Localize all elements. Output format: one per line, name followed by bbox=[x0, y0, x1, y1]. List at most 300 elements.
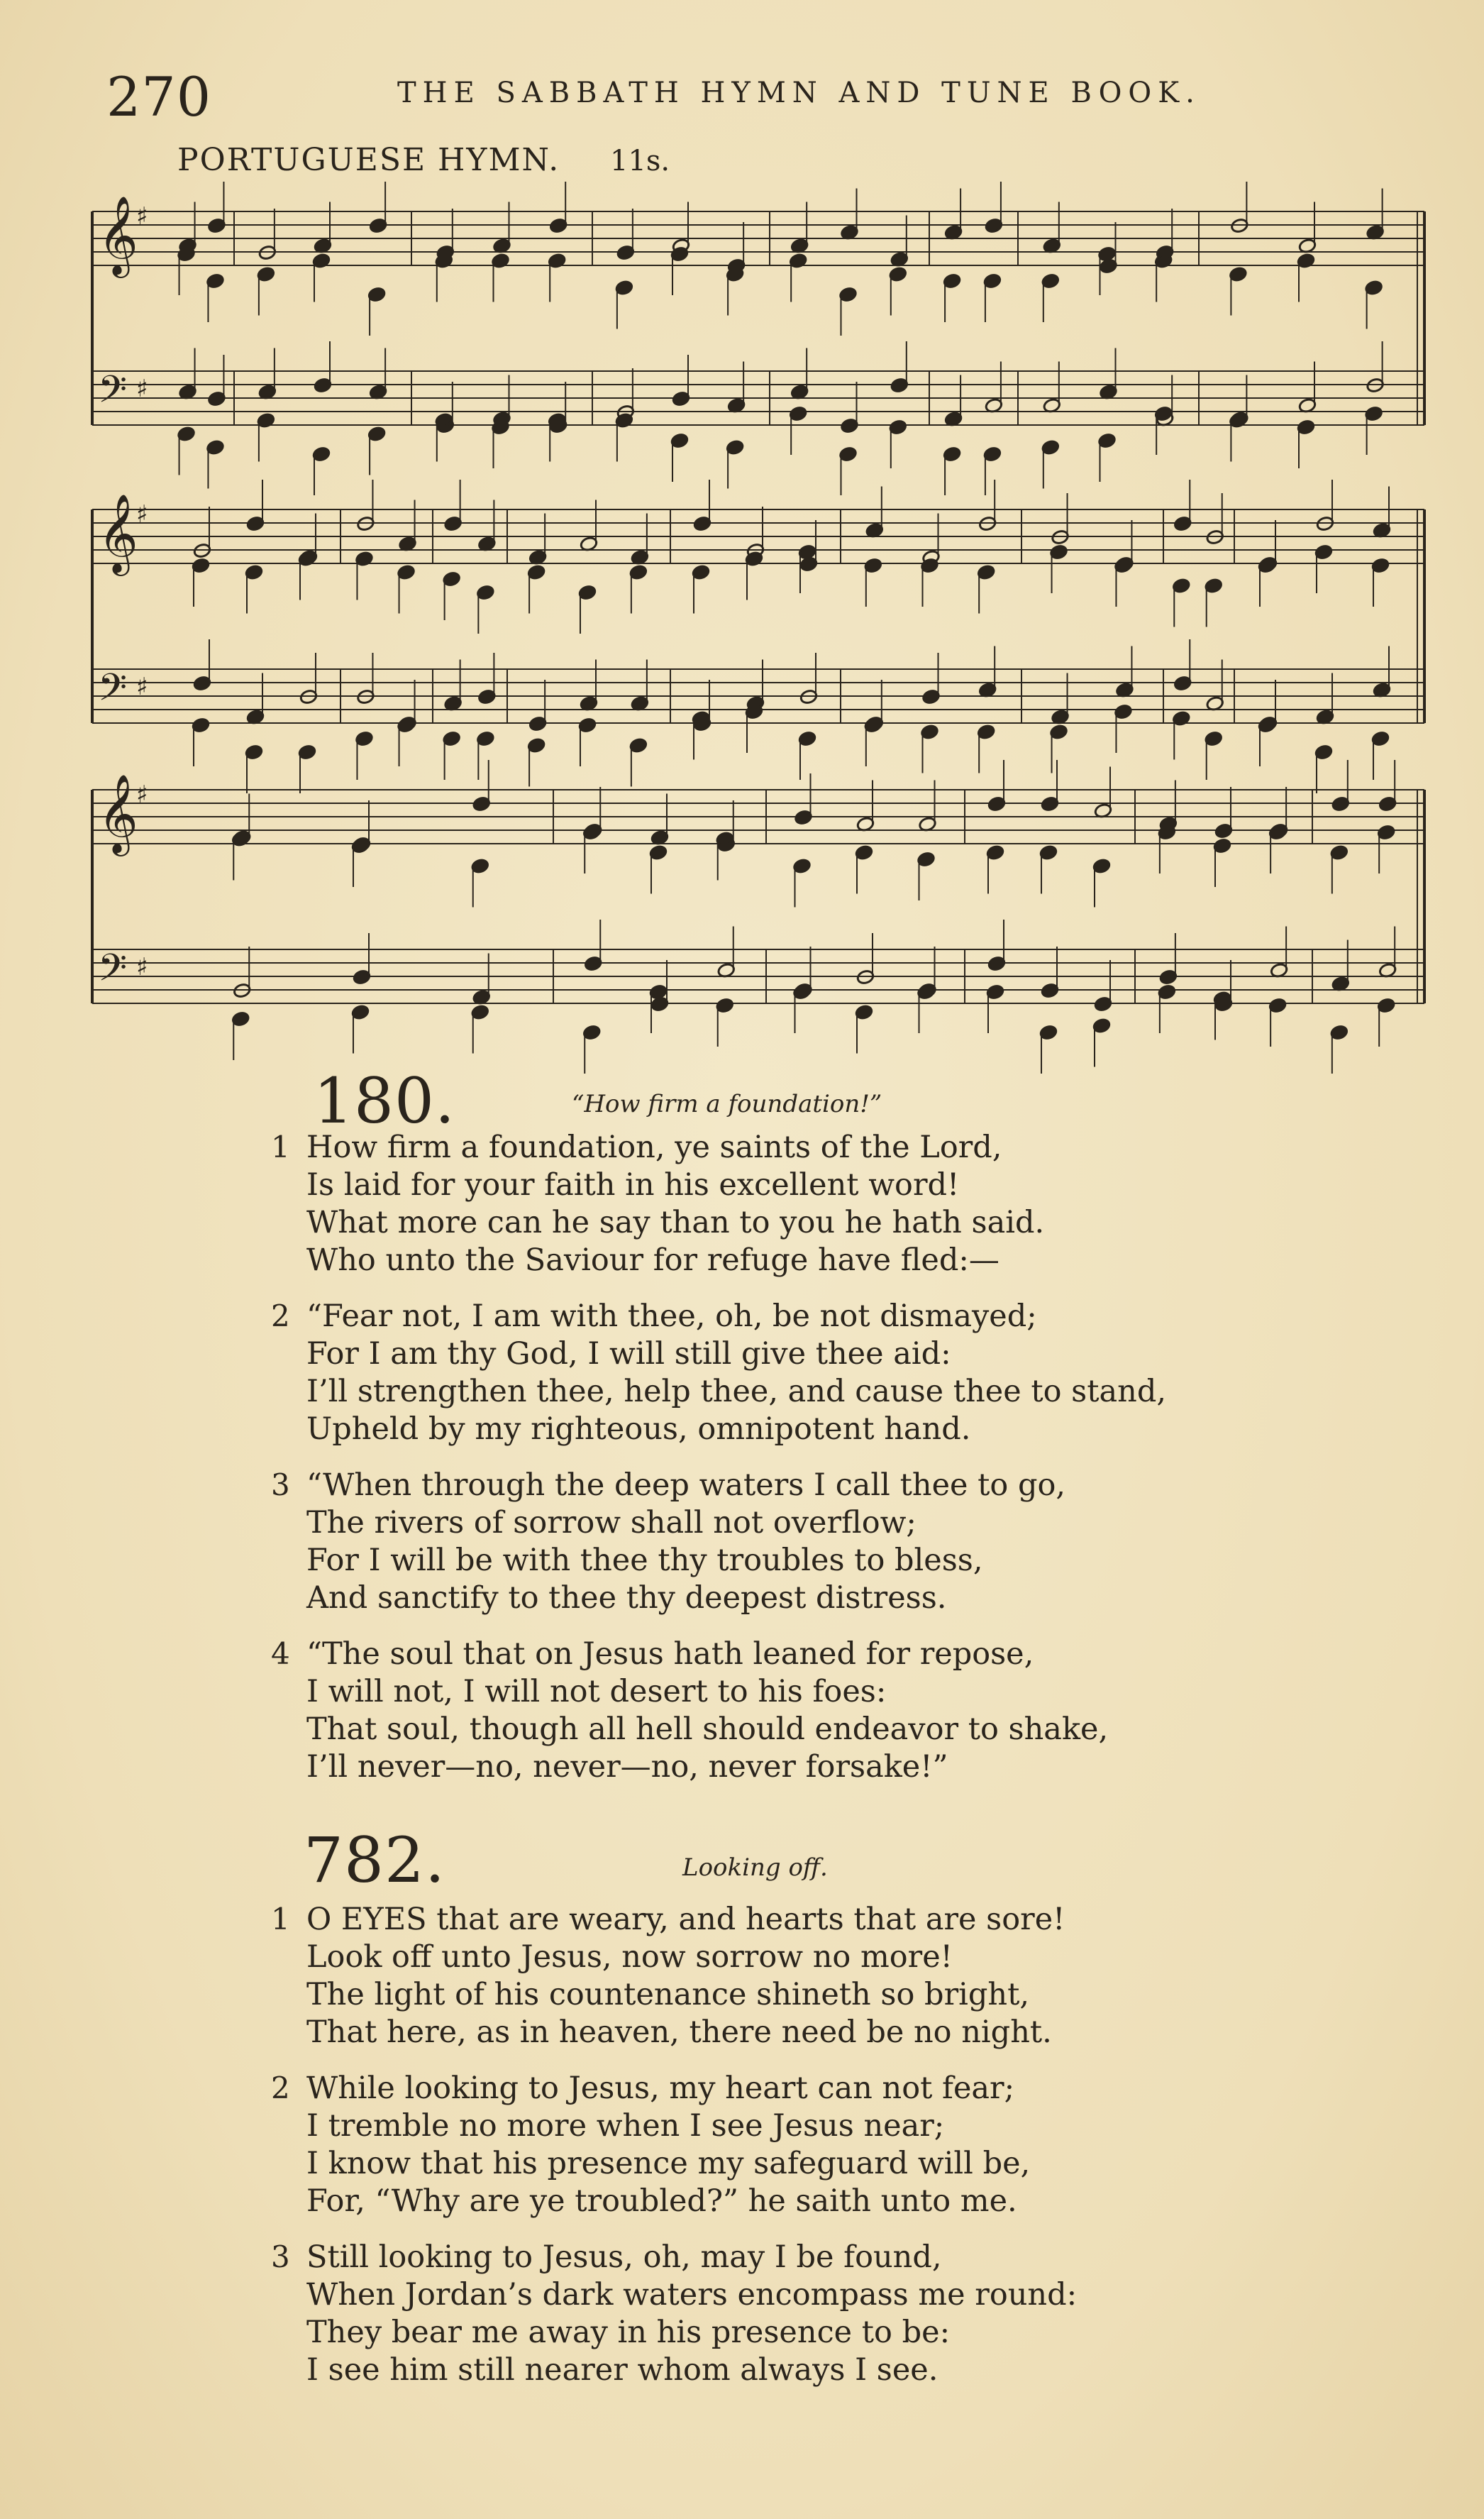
note-head bbox=[435, 253, 453, 269]
note-head bbox=[616, 245, 635, 261]
note-head bbox=[355, 731, 373, 747]
note-head bbox=[943, 446, 961, 463]
note-head bbox=[312, 253, 331, 269]
note-head bbox=[1051, 709, 1069, 725]
note-head bbox=[436, 418, 455, 434]
note-head bbox=[299, 689, 318, 705]
note-head bbox=[1099, 258, 1117, 275]
note-head bbox=[258, 384, 277, 400]
note-head bbox=[443, 571, 461, 588]
note-head bbox=[258, 245, 277, 261]
note-head bbox=[1115, 682, 1134, 698]
note-head bbox=[314, 238, 332, 254]
note-head bbox=[890, 251, 909, 268]
note-head bbox=[578, 717, 597, 734]
note-head bbox=[1099, 384, 1117, 400]
lyric-line: Still looking to Jesus, oh, may I be found, bbox=[306, 2239, 942, 2275]
note-head bbox=[629, 737, 648, 754]
note-head bbox=[1268, 998, 1287, 1014]
note-head bbox=[1115, 556, 1134, 573]
note-head bbox=[477, 536, 496, 552]
note-head bbox=[233, 983, 251, 999]
note-head bbox=[1041, 796, 1059, 812]
note-head bbox=[798, 731, 816, 747]
note-head bbox=[178, 238, 196, 254]
note-head bbox=[398, 716, 416, 732]
note-head bbox=[1172, 578, 1190, 594]
note-head bbox=[1114, 704, 1132, 720]
lyric-line: That soul, though all hell should endeavor to shake, bbox=[306, 1712, 1109, 1747]
note-head bbox=[206, 273, 224, 290]
running-title: THE SABBATH HYMN AND TUNE BOOK. bbox=[397, 77, 1201, 109]
note-head bbox=[631, 695, 649, 712]
note-head bbox=[865, 716, 884, 732]
note-head bbox=[1365, 280, 1383, 296]
note-head bbox=[355, 551, 373, 567]
note-head bbox=[1366, 377, 1385, 394]
note-head bbox=[978, 516, 997, 532]
note-head bbox=[192, 717, 210, 734]
note-head bbox=[983, 446, 1002, 463]
note-head bbox=[717, 837, 736, 853]
bass-clef-icon: 𝄢 bbox=[98, 368, 128, 421]
note-head bbox=[1330, 1025, 1349, 1041]
note-head bbox=[1371, 731, 1390, 747]
note-head bbox=[792, 984, 811, 1001]
note-head bbox=[693, 716, 711, 732]
note-head bbox=[1365, 406, 1383, 422]
lyric-line: Is laid for your faith in his excellent word! bbox=[306, 1167, 960, 1203]
note-head bbox=[1206, 695, 1224, 712]
note-head bbox=[369, 218, 387, 234]
note-head bbox=[1094, 803, 1112, 819]
note-head bbox=[717, 962, 736, 979]
note-head bbox=[1158, 825, 1176, 841]
note-head bbox=[298, 744, 316, 761]
key-signature-sharp-icon: ♯ bbox=[136, 500, 148, 529]
note-head bbox=[397, 564, 415, 580]
note-head bbox=[794, 810, 812, 826]
note-head bbox=[918, 983, 936, 999]
key-signature-sharp-icon: ♯ bbox=[136, 673, 148, 701]
note-head bbox=[798, 544, 816, 561]
lyric-line: When Jordan’s dark waters encompass me round: bbox=[306, 2277, 1078, 2313]
note-head bbox=[987, 956, 1006, 972]
note-head bbox=[986, 844, 1004, 861]
note-head bbox=[649, 984, 668, 1001]
lyric-line: I tremble no more when I see Jesus near; bbox=[306, 2108, 945, 2144]
note-head bbox=[670, 433, 689, 449]
note-head bbox=[838, 287, 857, 303]
note-head bbox=[1159, 969, 1178, 986]
note-head bbox=[1051, 529, 1069, 546]
note-head bbox=[983, 273, 1002, 290]
note-head bbox=[1158, 984, 1176, 1001]
note-head bbox=[1097, 246, 1116, 263]
note-head bbox=[726, 266, 744, 282]
note-head bbox=[257, 412, 275, 429]
note-head bbox=[1378, 962, 1397, 979]
note-head bbox=[578, 585, 597, 601]
note-head bbox=[1330, 844, 1349, 861]
note-head bbox=[1213, 991, 1231, 1007]
note-head bbox=[650, 829, 669, 846]
note-head bbox=[584, 956, 602, 972]
note-head bbox=[670, 246, 689, 263]
note-head bbox=[245, 744, 263, 761]
lyric-line: For I am thy God, I will still give thee aid: bbox=[306, 1336, 951, 1372]
note-head bbox=[789, 406, 807, 422]
note-head bbox=[856, 816, 875, 832]
note-head bbox=[246, 516, 265, 532]
note-head bbox=[369, 384, 387, 400]
treble-clef-icon: 𝄞 bbox=[98, 493, 138, 573]
note-head bbox=[917, 984, 935, 1001]
note-head bbox=[790, 238, 809, 254]
note-head bbox=[1331, 976, 1350, 992]
lyric-line: I’ll strengthen thee, help thee, and cause thee to stand, bbox=[306, 1374, 1167, 1409]
note-head bbox=[1092, 1018, 1111, 1034]
note-head bbox=[299, 549, 318, 566]
note-head bbox=[353, 969, 371, 986]
note-head bbox=[672, 391, 690, 407]
note-head bbox=[615, 280, 633, 296]
note-head bbox=[1154, 406, 1173, 422]
note-head bbox=[580, 695, 598, 712]
note-head bbox=[1230, 411, 1248, 427]
key-signature-sharp-icon: ♯ bbox=[136, 781, 148, 809]
note-head bbox=[855, 1004, 873, 1020]
note-head bbox=[443, 731, 461, 747]
bass-clef-icon: 𝄢 bbox=[98, 666, 128, 719]
hymn-number: 782. bbox=[304, 1824, 445, 1897]
note-head bbox=[1297, 253, 1315, 269]
note-head bbox=[1092, 858, 1111, 874]
note-head bbox=[471, 858, 489, 874]
note-head bbox=[1259, 716, 1278, 732]
note-head bbox=[398, 536, 416, 552]
lyric-line: “The soul that on Jesus hath leaned for repose, bbox=[306, 1636, 1034, 1672]
note-head bbox=[1373, 682, 1391, 698]
note-head bbox=[726, 439, 744, 456]
note-head bbox=[1039, 844, 1058, 861]
note-head bbox=[1297, 419, 1315, 436]
key-signature-sharp-icon: ♯ bbox=[136, 202, 148, 231]
tune-name: PORTUGUESE HYMN. bbox=[177, 142, 560, 178]
note-head bbox=[477, 689, 496, 705]
note-head bbox=[444, 516, 463, 532]
note-head bbox=[1041, 983, 1059, 999]
note-head bbox=[231, 1011, 250, 1027]
note-head bbox=[1206, 529, 1224, 546]
note-head bbox=[312, 446, 331, 463]
note-head bbox=[789, 253, 807, 269]
note-head bbox=[1331, 796, 1350, 812]
hymn-first-line-title: Looking off. bbox=[682, 1853, 828, 1882]
stanza-number: 3 bbox=[271, 1467, 290, 1502]
note-head bbox=[1316, 709, 1334, 725]
lyric-line: That here, as in heaven, there need be no night. bbox=[306, 2014, 1052, 2050]
note-head bbox=[746, 543, 765, 559]
lyric-line: Upheld by my righteous, omnipotent hand. bbox=[306, 1411, 971, 1447]
bass-clef-icon: 𝄢 bbox=[98, 947, 128, 999]
note-head bbox=[1097, 433, 1116, 449]
note-head bbox=[889, 266, 907, 282]
hymn-first-line-title: “How firm a foundation!” bbox=[572, 1090, 882, 1118]
note-head bbox=[1373, 522, 1391, 539]
note-head bbox=[1094, 996, 1112, 1013]
note-head bbox=[207, 391, 226, 407]
note-head bbox=[1259, 556, 1278, 573]
note-head bbox=[1043, 238, 1061, 254]
note-head bbox=[351, 838, 370, 854]
note-head bbox=[367, 287, 386, 303]
note-head bbox=[1049, 724, 1068, 740]
note-head bbox=[1377, 998, 1395, 1014]
note-head bbox=[1173, 516, 1192, 532]
note-head bbox=[549, 418, 567, 434]
note-head bbox=[746, 695, 765, 712]
note-head bbox=[1298, 238, 1317, 254]
note-head bbox=[527, 564, 546, 580]
note-head bbox=[1270, 962, 1288, 979]
note-head bbox=[491, 419, 509, 436]
stanza-number: 1 bbox=[271, 1130, 290, 1164]
lyric-line: For, “Why are ye troubled?” he saith unto me. bbox=[306, 2183, 1017, 2219]
stanza-number: 4 bbox=[271, 1636, 290, 1671]
note-head bbox=[1298, 397, 1317, 414]
hymn-number: 180. bbox=[314, 1064, 455, 1137]
note-head bbox=[629, 564, 648, 580]
note-head bbox=[476, 731, 494, 747]
note-head bbox=[920, 558, 938, 574]
note-head bbox=[745, 551, 763, 567]
note-head bbox=[233, 829, 251, 846]
note-head bbox=[207, 218, 226, 234]
note-head bbox=[435, 412, 453, 429]
note-head bbox=[985, 397, 1003, 414]
note-head bbox=[1371, 558, 1390, 574]
note-head bbox=[1159, 816, 1178, 832]
note-head bbox=[472, 796, 491, 812]
note-head bbox=[716, 998, 734, 1014]
note-head bbox=[855, 844, 873, 861]
note-head bbox=[491, 253, 509, 269]
page-number: 270 bbox=[106, 65, 212, 128]
stanza-number: 3 bbox=[271, 2239, 290, 2274]
note-head bbox=[1258, 717, 1276, 734]
lyric-line: The light of his countenance shineth so bright, bbox=[306, 1977, 1030, 2012]
note-head bbox=[314, 377, 332, 394]
note-head bbox=[1366, 224, 1385, 241]
note-head bbox=[1230, 218, 1248, 234]
note-head bbox=[1173, 676, 1192, 692]
note-head bbox=[1314, 744, 1333, 761]
note-head bbox=[1214, 996, 1233, 1013]
note-head bbox=[356, 689, 375, 705]
note-head bbox=[1270, 823, 1288, 839]
treble-clef-icon: 𝄞 bbox=[98, 195, 138, 275]
note-head bbox=[528, 716, 547, 732]
note-head bbox=[436, 245, 455, 261]
note-head bbox=[745, 704, 763, 720]
note-head bbox=[549, 218, 567, 234]
note-head bbox=[582, 1025, 601, 1041]
note-head bbox=[790, 384, 809, 400]
note-head bbox=[178, 384, 196, 400]
stanza-number: 2 bbox=[271, 2071, 290, 2105]
note-head bbox=[548, 412, 566, 429]
note-head bbox=[631, 549, 649, 566]
note-head bbox=[864, 717, 882, 734]
lyric-line: O EYES that are weary, and hearts that are sore! bbox=[306, 1902, 1065, 1937]
note-head bbox=[1156, 245, 1174, 261]
lyric-line: “When through the deep waters I call thee to go, bbox=[306, 1467, 1066, 1503]
note-head bbox=[1049, 544, 1068, 561]
note-head bbox=[1314, 544, 1333, 561]
note-head bbox=[472, 989, 491, 1005]
note-head bbox=[1214, 823, 1233, 839]
note-head bbox=[921, 689, 940, 705]
note-head bbox=[1205, 731, 1223, 747]
note-head bbox=[528, 549, 547, 566]
lyric-line: I will not, I will not desert to his foes: bbox=[306, 1674, 887, 1709]
note-head bbox=[917, 851, 935, 868]
tune-meter: 11s. bbox=[610, 145, 670, 177]
note-head bbox=[977, 564, 995, 580]
note-head bbox=[921, 549, 940, 566]
lyric-line: I know that his presence my safeguard will be, bbox=[306, 2146, 1031, 2181]
note-head bbox=[840, 224, 858, 241]
note-head bbox=[692, 710, 710, 727]
note-head bbox=[799, 689, 818, 705]
note-head bbox=[1041, 439, 1060, 456]
note-head bbox=[615, 412, 633, 429]
note-head bbox=[1043, 397, 1061, 414]
lyric-line: And sanctify to thee thy deepest distress. bbox=[306, 1580, 947, 1616]
note-head bbox=[367, 426, 386, 442]
note-head bbox=[298, 551, 316, 567]
note-head bbox=[584, 823, 602, 839]
note-head bbox=[193, 543, 211, 559]
note-head bbox=[838, 446, 857, 463]
note-head bbox=[1268, 825, 1287, 841]
note-head bbox=[1229, 412, 1247, 429]
note-head bbox=[527, 737, 546, 754]
note-head bbox=[920, 724, 938, 740]
note-head bbox=[1229, 266, 1247, 282]
note-head bbox=[356, 516, 375, 532]
note-head bbox=[692, 564, 710, 580]
note-head bbox=[1213, 838, 1231, 854]
note-head bbox=[1114, 558, 1132, 574]
note-head bbox=[616, 404, 635, 421]
note-head bbox=[1172, 710, 1190, 727]
treble-clef-icon: 𝄞 bbox=[98, 773, 138, 853]
note-head bbox=[246, 709, 265, 725]
note-head bbox=[727, 397, 746, 414]
note-head bbox=[792, 858, 811, 874]
note-head bbox=[1316, 516, 1334, 532]
lyric-line: I’ll never—no, never—no, never forsake!” bbox=[306, 1749, 948, 1785]
note-head bbox=[865, 522, 884, 539]
note-head bbox=[918, 816, 936, 832]
stanza-number: 1 bbox=[271, 1902, 290, 1936]
note-head bbox=[177, 426, 195, 442]
note-head bbox=[1156, 411, 1174, 427]
note-head bbox=[799, 556, 818, 573]
lyric-line: What more can he say than to you he hath said. bbox=[306, 1205, 1045, 1240]
key-signature-sharp-icon: ♯ bbox=[136, 953, 148, 981]
note-head bbox=[1205, 578, 1223, 594]
note-head bbox=[1377, 825, 1395, 841]
note-head bbox=[582, 825, 601, 841]
note-head bbox=[944, 224, 963, 241]
note-head bbox=[444, 695, 463, 712]
note-head bbox=[986, 984, 1004, 1001]
note-head bbox=[257, 266, 275, 282]
note-head bbox=[985, 218, 1003, 234]
note-head bbox=[943, 273, 961, 290]
note-head bbox=[978, 682, 997, 698]
note-head bbox=[206, 439, 224, 456]
key-signature-sharp-icon: ♯ bbox=[136, 375, 148, 403]
note-head bbox=[192, 558, 210, 574]
note-head bbox=[794, 983, 812, 999]
note-head bbox=[672, 238, 690, 254]
note-head bbox=[231, 831, 250, 847]
note-head bbox=[580, 536, 598, 552]
note-head bbox=[397, 717, 415, 734]
lyric-line: How firm a foundation, ye saints of the Lord, bbox=[306, 1130, 1002, 1165]
note-head bbox=[1039, 1025, 1058, 1041]
note-head bbox=[193, 676, 211, 692]
note-head bbox=[1258, 558, 1276, 574]
note-head bbox=[889, 419, 907, 436]
note-head bbox=[890, 377, 909, 394]
lyric-line: Who unto the Saviour for refuge have fled:— bbox=[306, 1242, 1000, 1278]
note-head bbox=[1378, 796, 1397, 812]
note-head bbox=[1154, 253, 1173, 269]
note-head bbox=[840, 418, 858, 434]
lyric-line: Look off unto Jesus, now sorrow no more! bbox=[306, 1939, 953, 1975]
lyric-line: The rivers of sorrow shall not overflow; bbox=[306, 1505, 917, 1540]
note-head bbox=[548, 253, 566, 269]
lyric-line: “Fear not, I am with thee, oh, be not dismayed; bbox=[306, 1299, 1037, 1334]
note-head bbox=[856, 969, 875, 986]
lyric-line: For I will be with thee thy troubles to bless, bbox=[306, 1543, 983, 1578]
note-head bbox=[987, 796, 1006, 812]
lyric-line: I see him still nearer whom always I see. bbox=[306, 2352, 938, 2388]
lyric-line: They bear me away in his presence to be: bbox=[306, 2315, 951, 2350]
note-head bbox=[177, 246, 195, 263]
note-head bbox=[245, 564, 263, 580]
note-head bbox=[1041, 273, 1060, 290]
note-head bbox=[944, 411, 963, 427]
note-head bbox=[716, 831, 734, 847]
note-head bbox=[693, 516, 711, 532]
note-head bbox=[864, 558, 882, 574]
note-head bbox=[727, 258, 746, 275]
note-head bbox=[977, 724, 995, 740]
note-head bbox=[351, 1004, 370, 1020]
note-head bbox=[649, 844, 668, 861]
lyric-line: While looking to Jesus, my heart can not fear; bbox=[306, 2071, 1015, 2106]
stanza-number: 2 bbox=[271, 1299, 290, 1333]
note-head bbox=[650, 996, 669, 1013]
note-head bbox=[476, 585, 494, 601]
note-head bbox=[492, 238, 511, 254]
